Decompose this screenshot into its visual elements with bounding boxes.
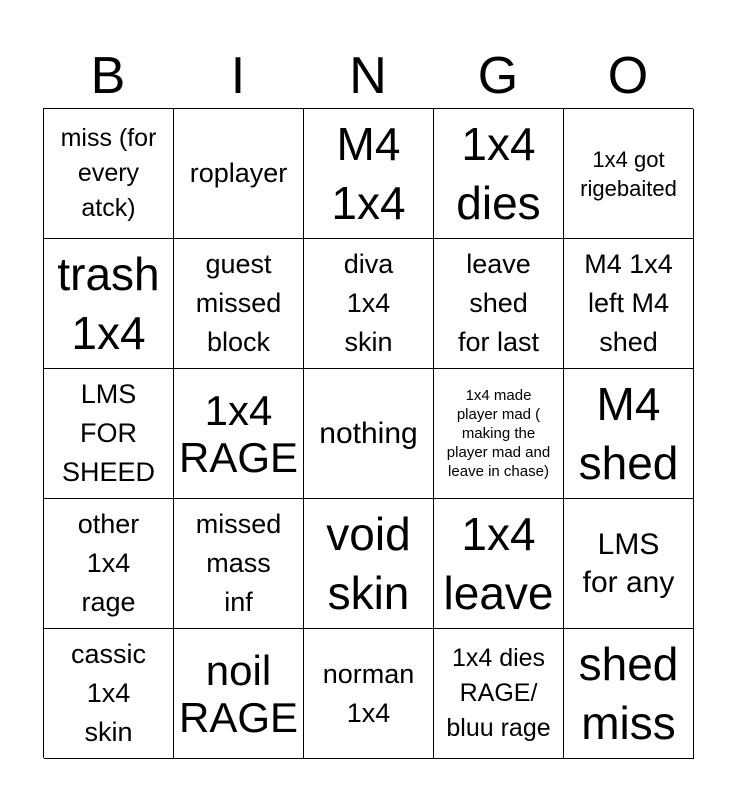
bingo-cell[interactable]	[434, 499, 564, 629]
bingo-cell-text: M4 shed	[578, 377, 679, 489]
bingo-cell[interactable]	[44, 499, 174, 629]
bingo-cell[interactable]	[174, 369, 304, 499]
bingo-cell-text: other 1x4 rage	[77, 509, 140, 617]
bingo-cell[interactable]	[44, 629, 174, 759]
bingo-cell[interactable]	[174, 109, 304, 239]
bingo-cell-text: 1x4 RAGE	[178, 386, 299, 481]
header-letter-g: G	[477, 47, 519, 105]
bingo-cell-text: roplayer	[189, 158, 288, 188]
bingo-cell[interactable]	[434, 629, 564, 759]
bingo-cell[interactable]	[304, 499, 434, 629]
bingo-cell-text: diva 1x4 skin	[343, 249, 394, 357]
header-letter-b: B	[90, 47, 126, 105]
bingo-cell[interactable]	[564, 109, 694, 239]
bingo-cell[interactable]	[174, 239, 304, 369]
bingo-cell-text: M4 1x4 left M4 shed	[584, 249, 673, 357]
bingo-cell-text: void skin	[326, 507, 411, 619]
bingo-cell-text: noil RAGE	[178, 646, 299, 741]
bingo-cell-text: 1x4 made player mad ( making the player mad and leave in chase)	[446, 387, 551, 480]
bingo-cell[interactable]	[434, 369, 564, 499]
bingo-cell[interactable]	[44, 109, 174, 239]
bingo-cell[interactable]	[564, 239, 694, 369]
bingo-cell-text: trash 1x4	[57, 247, 160, 359]
bingo-board	[43, 108, 693, 758]
bingo-cell[interactable]	[564, 629, 694, 759]
bingo-cell[interactable]	[174, 499, 304, 629]
bingo-cell-text: LMS for any	[582, 527, 675, 599]
bingo-cell[interactable]	[304, 109, 434, 239]
bingo-cell-text: LMS FOR SHEED	[61, 379, 156, 487]
bingo-cell-text: miss (for every atck)	[60, 124, 157, 222]
header-letter-n: N	[349, 47, 387, 105]
bingo-cell-text: guest missed block	[195, 249, 282, 357]
bingo-cell-text: 1x4 dies	[456, 117, 541, 229]
bingo-cell[interactable]	[44, 369, 174, 499]
bingo-cell-text: cassic 1x4 skin	[70, 639, 146, 747]
bingo-cell-text: norman 1x4	[322, 658, 415, 728]
bingo-cell-text: shed miss	[578, 637, 679, 749]
bingo-header	[43, 44, 693, 108]
bingo-cell[interactable]	[564, 369, 694, 499]
bingo-cell[interactable]	[434, 109, 564, 239]
bingo-cell-text: 1x4 got rigebaited	[580, 146, 677, 201]
bingo-cell-text: missed mass inf	[195, 509, 282, 617]
bingo-cell-text: 1x4 leave	[443, 507, 554, 619]
bingo-cell[interactable]	[304, 369, 434, 499]
bingo-cell-text: leave shed for last	[457, 249, 540, 357]
bingo-cell[interactable]	[304, 239, 434, 369]
bingo-cell[interactable]	[44, 239, 174, 369]
bingo-cell-text: 1x4 dies RAGE/ bluu rage	[446, 644, 551, 742]
header-letter-o: O	[607, 47, 649, 105]
header-letter-i: I	[230, 47, 246, 105]
bingo-cell-text: M4 1x4	[331, 117, 406, 229]
bingo-cell[interactable]	[434, 239, 564, 369]
bingo-cell[interactable]	[564, 499, 694, 629]
bingo-cell[interactable]	[304, 629, 434, 759]
bingo-cell[interactable]	[174, 629, 304, 759]
bingo-cell-text: nothing	[319, 416, 418, 450]
